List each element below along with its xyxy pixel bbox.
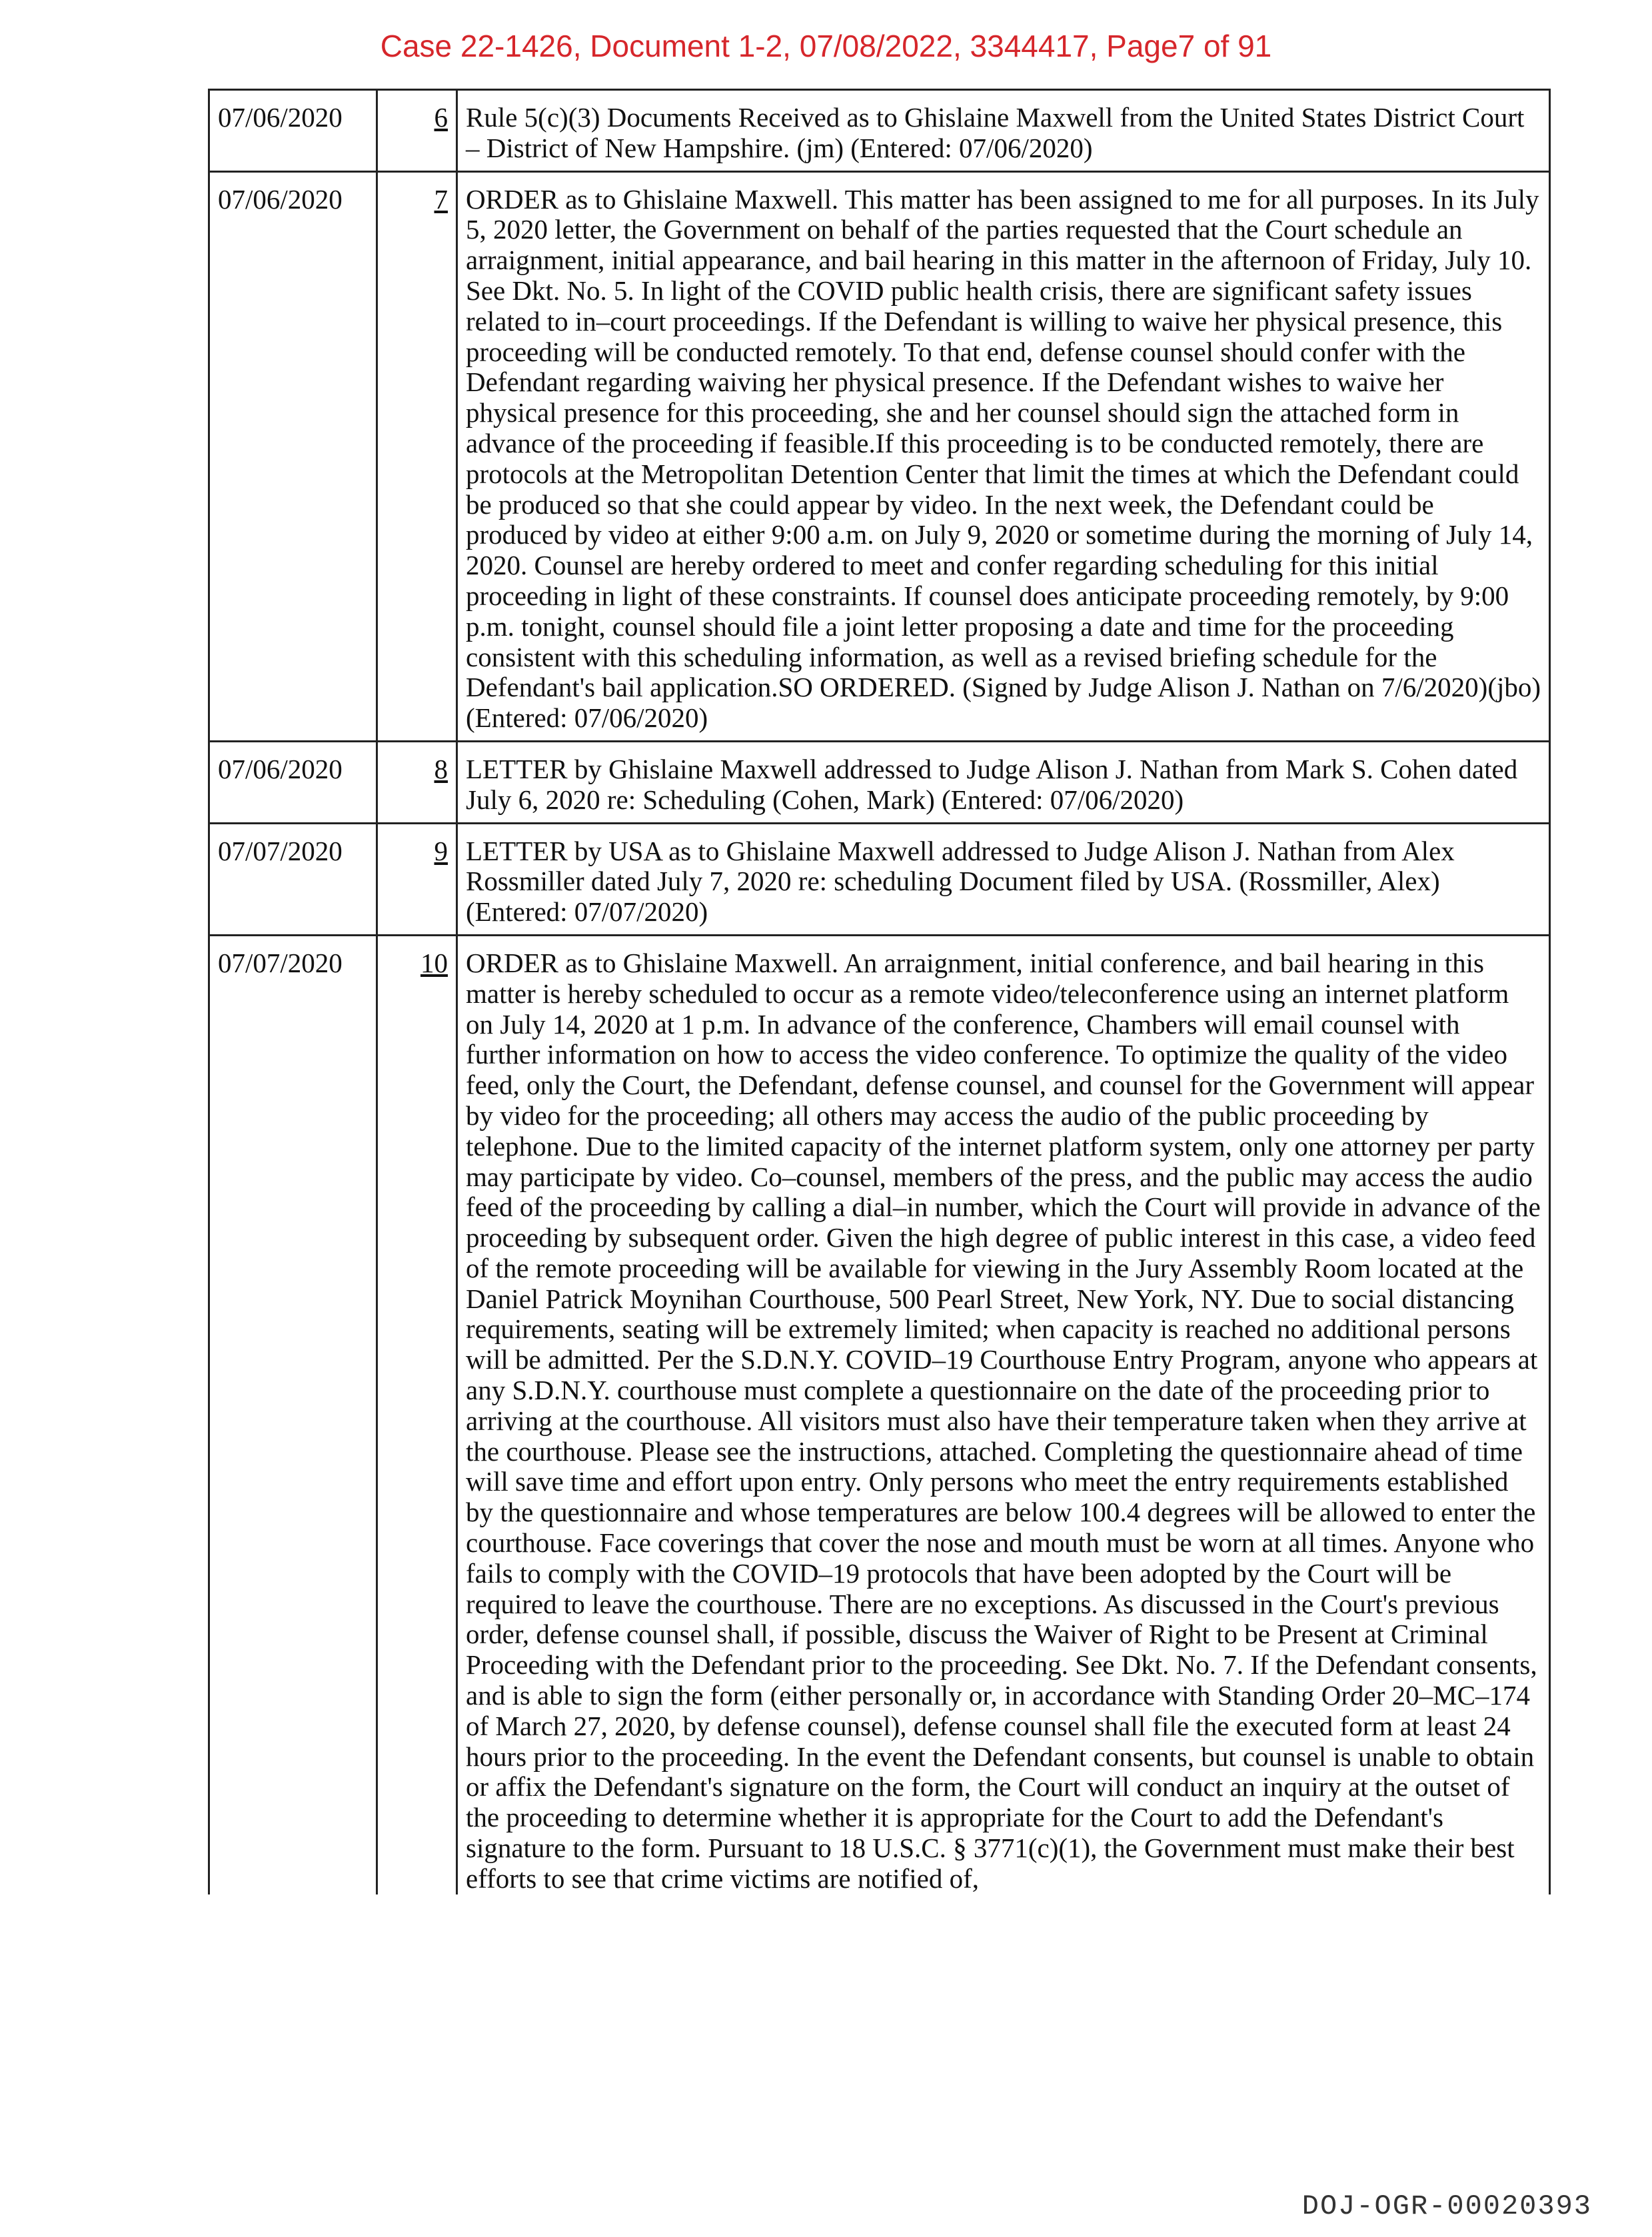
entry-text: ORDER as to Ghislaine Maxwell. An arraignment, initial conference, and bail hearing in this matter is hereby scheduled to occur as a remote video/teleconference using an internet platform on July 14, 2020 at 1 p.m. In advance of the conference, Chambers will email counsel with further information on how to access the video conference. To optimize the quality of the video feed, only the Court, the Defendant, defense counsel, and counsel for the Government will appear by video for the proceeding; all others may access the audio of the public proceeding by telephone. Due to the limited capacity of the internet platform system, only one attorney per party may participate by video. Co–counsel, members of the press, and the public may access the audio feed of the proceeding by calling a dial–in number, which the Court will provide in advance of the proceeding by subsequent order. Given the high degree of public interest in this case, a video feed of the remote proceeding will be available for viewing in the Jury Assembly Room located at the Daniel Patrick Moynihan Courthouse, 500 Pearl Street, New York, NY. Due to social distancing requirements, seating will be extremely limited; when capacity is reached no additional persons will be admitted. Per the S.D.N.Y. COVID–19 Courthouse Entry Program, anyone who appears at any S.D.N.Y. courthouse must complete a questionnaire on the date of the proceeding prior to arriving at the courthouse. All visitors must also have their temperature taken when they arrive at the courthouse. Please see the instructions, attached. Completing the questionnaire ahead of time will save time and effort upon entry. Only persons who meet the entry requirements established by the questionnaire and whose temperatures are below 100.4 degrees will be allowed to enter the courthouse. Face coverings that cover the nose and mouth must be worn at all times. Anyone who fails to comply with the COVID–19 protocols that have been adopted by the Court will be required to leave the courthouse. There are no exceptions. As discussed in the Court's previous order, defense counsel shall, if possible, discuss the Waiver of Right to be Present at Criminal Proceeding with the Defendant prior to the proceeding. See Dkt. No. 7. If the Defendant consents, and is able to sign the form (either personally or, in accordance with Standing Order 20–MC–174 of March 27, 2020, by defense counsel), defense counsel shall file the executed form at least 24 hours prior to the proceeding. In the event the Defendant consents, but counsel is unable to obtain or affix the Defendant's signature on the form, the Court will conduct an inquiry at the outset of the proceeding to determine whether it is appropriate for the Court to add the Defendant's signature to the form. Pursuant to 18 U.S.C. § 3771(c)(1), the Government must make their best efforts to see that crime victims are notified of,	[457, 935, 1550, 1894]
entry-date: 07/07/2020	[209, 935, 377, 1894]
entry-number-link[interactable]: 9	[434, 835, 448, 866]
entry-text: ORDER as to Ghislaine Maxwell. This matter has been assigned to me for all purposes. In its July 5, 2020 letter, the Government on behalf of the parties requested that the Court schedule an arraignment, initial appearance, and bail hearing in this matter in the afternoon of Friday, July 10. See Dkt. No. 5. In light of the COVID public health crisis, there are significant safety issues related to in–court proceedings. If the Defendant is willing to waive her physical presence, this proceeding will be conducted remotely. To that end, defense counsel should confer with the Defendant regarding waiving her physical presence. If the Defendant wishes to waive her physical presence for this proceeding, she and her counsel should sign the attached form in advance of the proceeding if feasible.If this proceeding is to be conducted remotely, there are protocols at the Metropolitan Detention Center that limit the times at which the Defendant could be produced so that she could appear by video. In the next week, the Defendant could be produced by video at either 9:00 a.m. on July 9, 2020 or sometime during the morning of July 14, 2020. Counsel are hereby ordered to meet and confer regarding scheduling for this initial proceeding in light of these constraints. If counsel does anticipate proceeding remotely, by 9:00 p.m. tonight, counsel should file a joint letter proposing a date and time for the proceeding consistent with this scheduling information, as well as a revised briefing schedule for the Defendant's bail application.SO ORDERED. (Signed by Judge Alison J. Nathan on 7/6/2020)(jbo) (Entered: 07/06/2020)	[457, 171, 1550, 741]
docket-entry-6	[209, 90, 1550, 172]
docket-entry-10	[209, 935, 1550, 1894]
entry-date: 07/07/2020	[209, 823, 377, 935]
docket-entry-8	[209, 741, 1550, 823]
docket-entry-9	[209, 823, 1550, 935]
entry-text: LETTER by USA as to Ghislaine Maxwell addressed to Judge Alison J. Nathan from Alex Rossmiller dated July 7, 2020 re: scheduling Document filed by USA. (Rossmiller, Alex) (Entered: 07/07/2020)	[457, 823, 1550, 935]
entry-date: 07/06/2020	[209, 90, 377, 172]
entry-number-link[interactable]: 6	[434, 102, 448, 133]
docket-table	[208, 89, 1551, 1894]
entry-text: LETTER by Ghislaine Maxwell addressed to Judge Alison J. Nathan from Mark S. Cohen dated July 6, 2020 re: Scheduling (Cohen, Mark) (Entered: 07/06/2020)	[457, 741, 1550, 823]
case-header: Case 22-1426, Document 1-2, 07/08/2022, 3344417, Page7 of 91	[380, 29, 1272, 63]
entry-text: Rule 5(c)(3) Documents Received as to Ghislaine Maxwell from the United States District Court – District of New Hampshire. (jm) (Entered: 07/06/2020)	[457, 90, 1550, 172]
entry-date: 07/06/2020	[209, 171, 377, 741]
entry-number-link[interactable]: 10	[420, 947, 448, 978]
entry-number-link[interactable]: 7	[434, 183, 448, 215]
docket-entry-7	[209, 171, 1550, 741]
bates-number: DOJ-OGR-00020393	[1301, 2190, 1592, 2222]
entry-date: 07/06/2020	[209, 741, 377, 823]
entry-number-link[interactable]: 8	[434, 753, 448, 784]
